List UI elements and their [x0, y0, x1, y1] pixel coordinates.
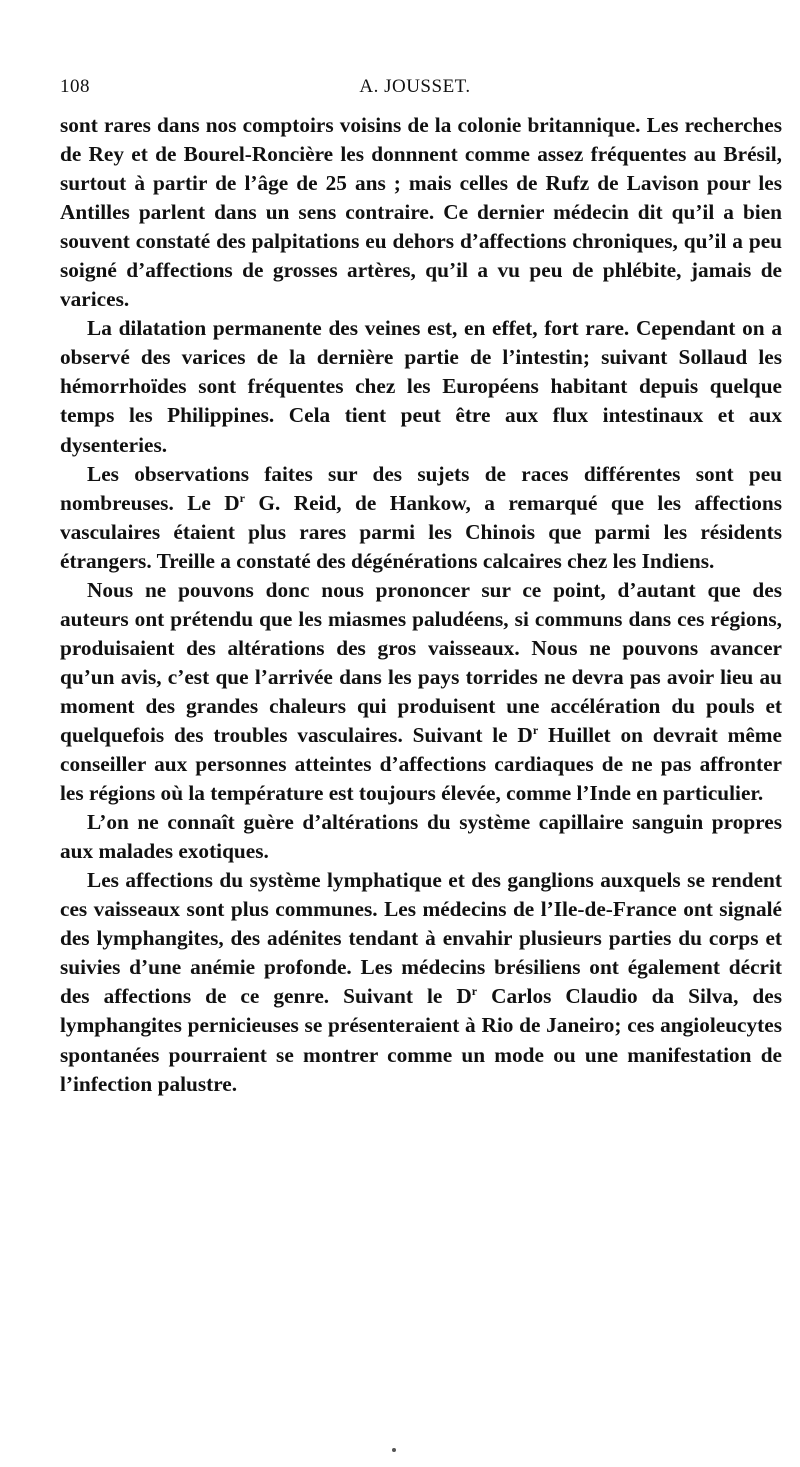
paragraph-4 [60, 576, 782, 808]
paragraph-4-text-a: Nous ne pouvons donc nous prononcer sur ce point, d’autant que des auteurs ont prétendu que les miasmes paludéens, si communs dans ces régions, produisaient des altérations des gros vaisseaux. Nous ne pouvons avancer qu’un avis, c’est que l’arrivée dans les pays torrides ne devra pas avoir lieu au moment des grandes chaleurs qui produisent une accélération du pouls et quelquefois des troubles vasculaires. Suivant le D [60, 577, 782, 747]
paragraph-4-superscript: r [532, 722, 539, 737]
page-number: 108 [60, 76, 90, 97]
paragraph-3-superscript: r [239, 490, 245, 505]
paragraph-3-text-a: Les observations faites sur des sujets de races différentes sont peu nombreuses. Le D [60, 461, 782, 515]
paragraph-1-text: sont rares dans nos comptoirs voisins de la colonie britannique. Les recherches de Rey et de Bourel-Roncière les donnnent comme assez fréquentes au Brésil, surtout à partir de l’âge de 25 ans ; mais celles de Rufz de Lavison pour les Antilles parlent dans un sens contraire. Ce dernier médecin dit qu’il a bien souvent constaté des palpitations eu dehors d’affections chroniques, qu’il a peu soigné d’affections de grosses artères, qu’il a vu peu de phlébite, jamais de varices. [60, 113, 782, 312]
paragraph-6 [60, 866, 782, 1098]
paragraph-6-superscript: r [471, 984, 478, 999]
paragraph-1 [60, 111, 782, 314]
page-mark [392, 1448, 396, 1452]
running-head: A. JOUSSET. [359, 76, 471, 97]
paragraph-2 [60, 314, 782, 459]
paragraph-6-text-a: Les affections du système lymphatique et des ganglions auxquels se rendent ces vaisseaux sont plus communes. Les médecins de l’Ile-de-France ont signalé des lymphangites, des adénites tendant à envahir plusieurs parties du corps et suivies d’une anémie profonde. Les médecins brésiliens ont également décrit des affections de ce genre. Suivant le D [60, 868, 782, 1009]
body-text [60, 111, 782, 1099]
paragraph-5 [60, 808, 782, 866]
paragraph-5-text: L’on ne connaît guère d’altérations du système capillaire sanguin propres aux malades exotiques. [60, 810, 782, 864]
paragraph-3-text-b: G. Reid, de Hankow, a remarqué que les affections vasculaires étaient plus rares parmi les Chinois que parmi les résidents étrangers. Treille a constaté des dégénérations calcaires chez les Indiens. [60, 490, 783, 573]
paragraph-4-text-b: Huillet on devrait même conseiller aux personnes atteintes d’affections cardiaques de ne pas affronter les régions où la température est toujours élevée, comme l’Inde en particulier. [60, 722, 783, 806]
paragraph-2-text: La dilatation permanente des veines est, en effet, fort rare. Cependant on a observé des varices de la dernière partie de l’intestin; suivant Sollaud les hémorrhoïdes sont fréquentes chez les Européens habitant depuis quelque temps les Philippines. Cela tient peut être aux flux intestinaux et aux dysenteries. [60, 316, 782, 457]
page-header [60, 76, 770, 100]
paragraph-3 [60, 460, 782, 576]
paragraph-6-text-b: Carlos Claudio da Silva, des lymphangites pernicieuses se présenteraient à Rio de Janeiro; ces angioleucytes spontanées pourraient se montrer comme un mode ou une manifestation de l’infection palustre. [60, 984, 782, 1096]
